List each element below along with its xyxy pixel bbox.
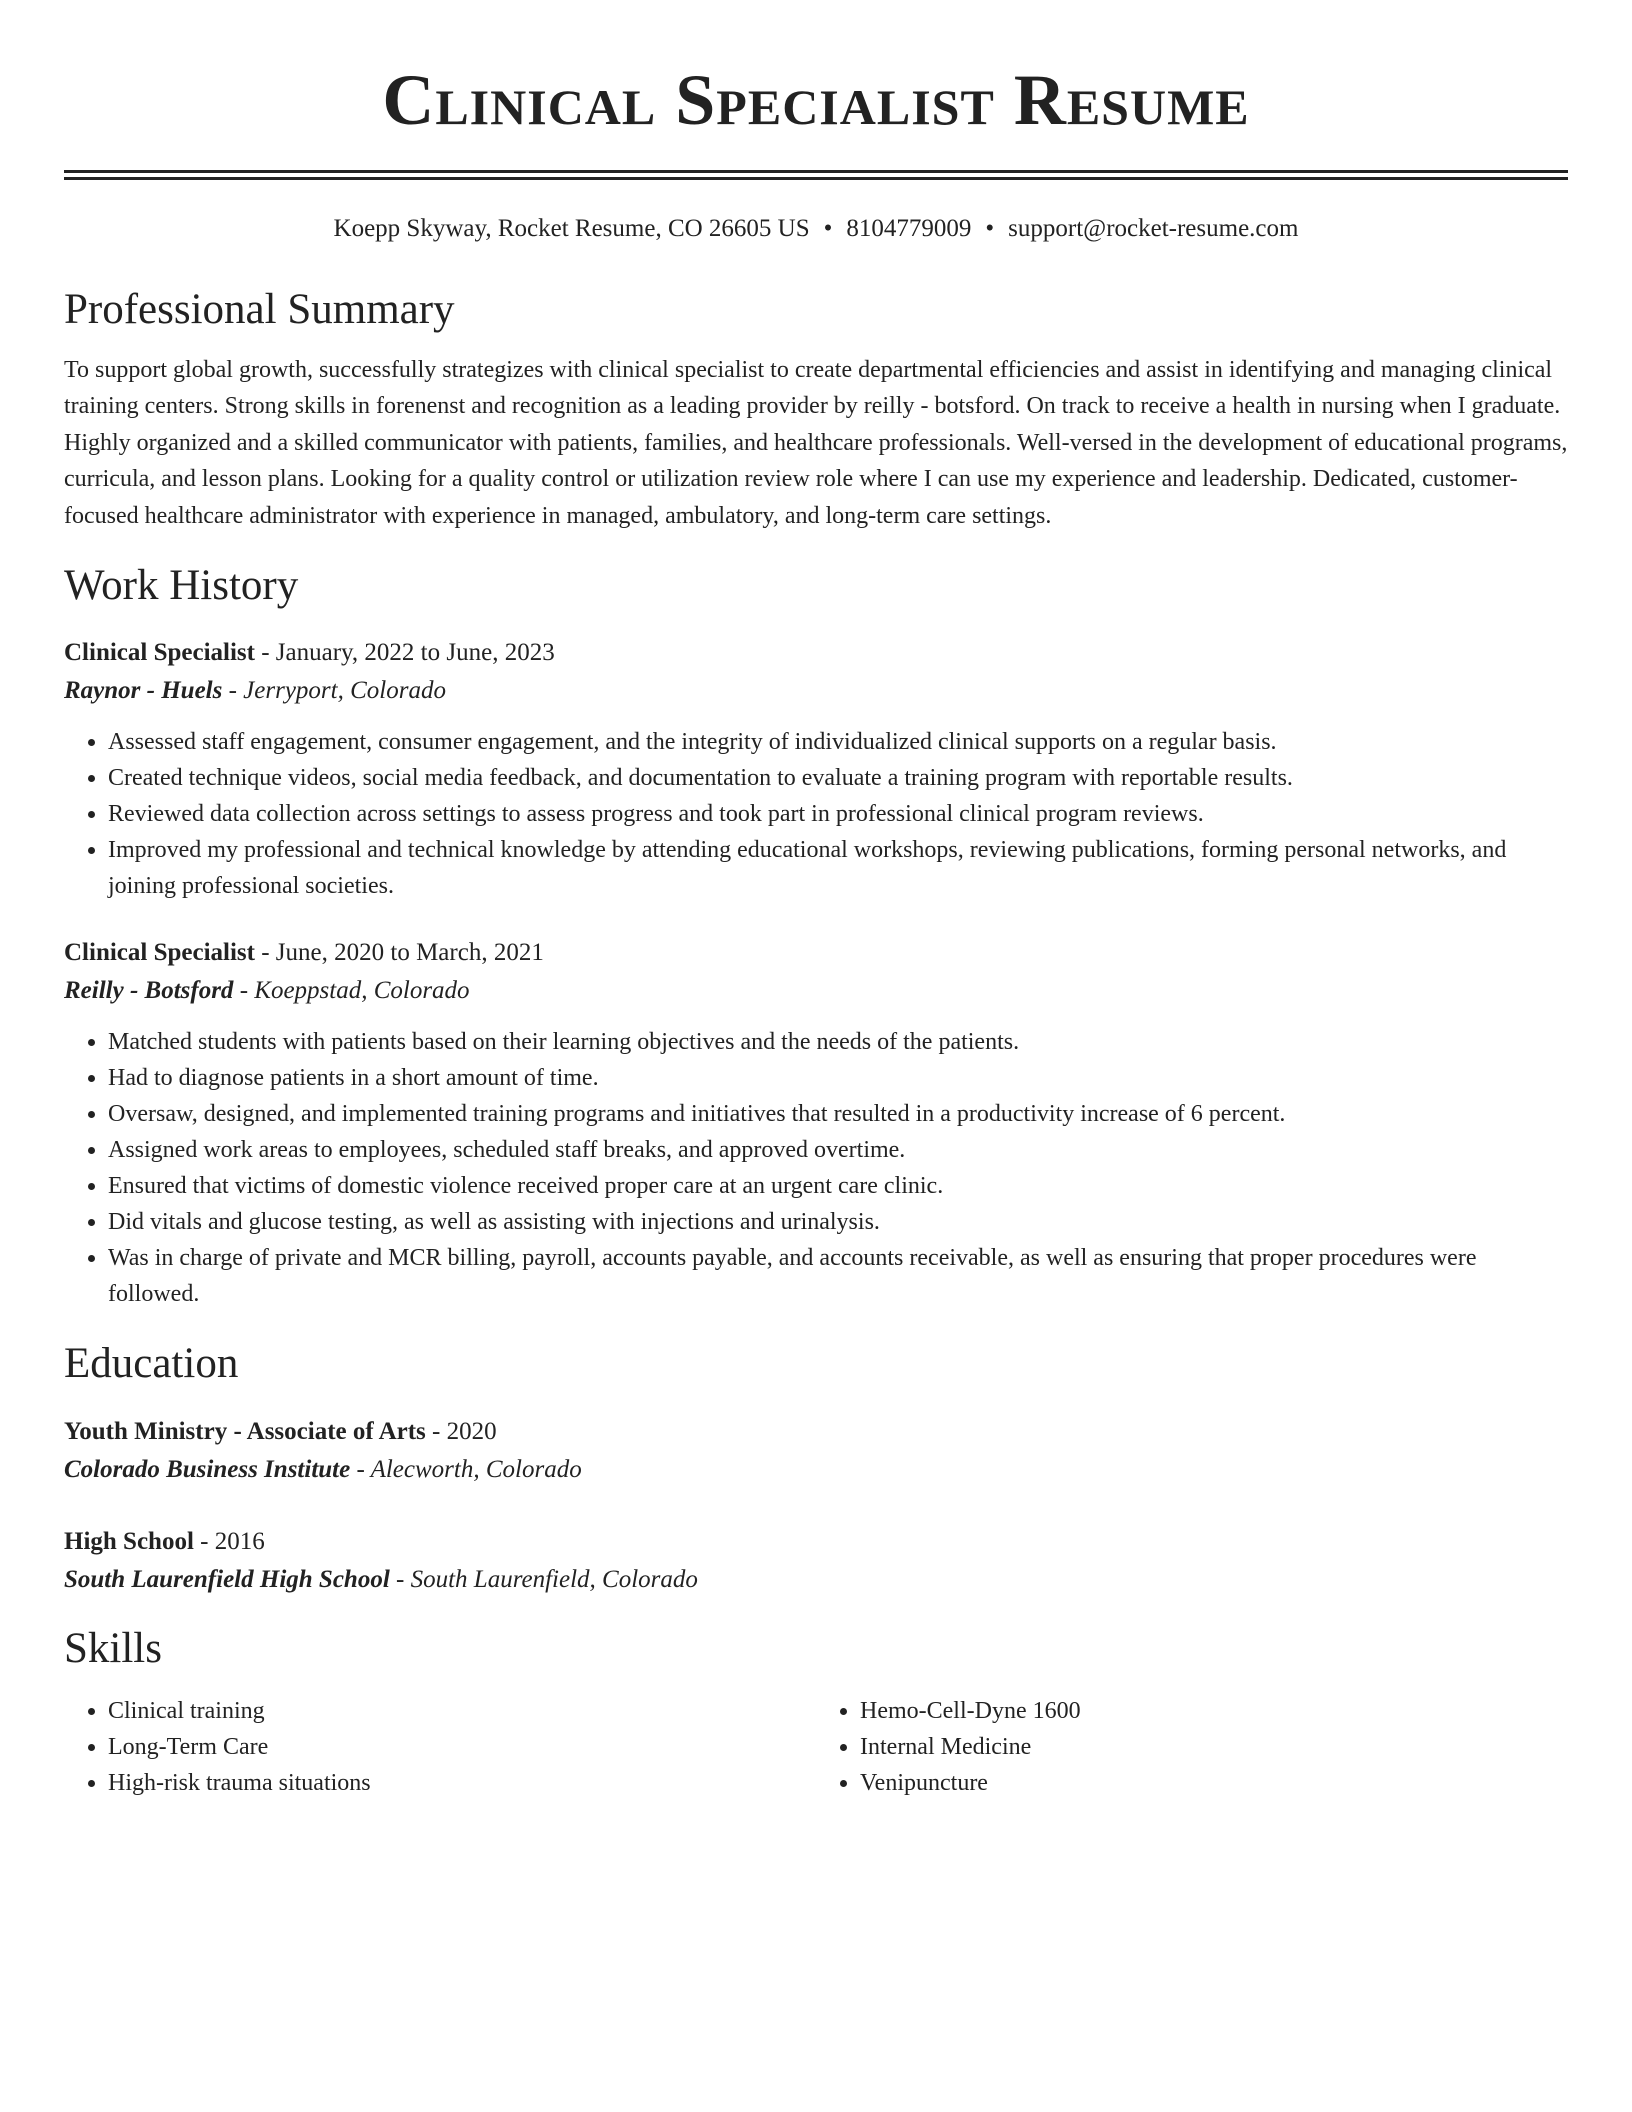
skills-bullets	[816, 1693, 1568, 1801]
employer-line	[64, 672, 1568, 710]
contact-phone: 8104779009	[846, 215, 972, 242]
job-entry	[64, 934, 1568, 1312]
resume-title: Clinical Specialist Resume	[382, 60, 1250, 140]
title-divider	[64, 170, 1568, 180]
skills-list	[64, 1693, 1568, 1801]
contact-separator: •	[985, 215, 995, 242]
skill-item: • Clinical training	[108, 1693, 816, 1729]
job-title-line	[64, 634, 1568, 672]
job-bullet: • Matched students with patients based on their learning objectives and the needs of the patients.	[108, 1024, 1568, 1060]
school-location: - South Laurenfield, Colorado	[389, 1566, 698, 1594]
work-history-heading: Work History	[64, 562, 299, 610]
job-entry	[64, 634, 1568, 904]
employer-location: - Koeppstad, Colorado	[233, 976, 470, 1004]
job-bullets	[64, 1024, 1568, 1312]
job-bullet: • Ensured that victims of domestic violence received proper care at an urgent care clinic.	[108, 1168, 1568, 1204]
job-bullet: • Improved my professional and technical knowledge by attending educational workshops, reviewing publications, forming personal networks, and joining professional societies.	[108, 832, 1568, 904]
job-bullet: • Did vitals and glucose testing, as well as assisting with injections and urinalysis.	[108, 1204, 1568, 1240]
employer-line	[64, 972, 1568, 1010]
degree-year: - 2016	[193, 1528, 265, 1556]
summary-heading: Professional Summary	[64, 286, 455, 333]
school-line	[64, 1561, 1568, 1599]
education-entry	[64, 1413, 1568, 1489]
skills-heading: Skills	[64, 1625, 162, 1673]
job-title-line	[64, 934, 1568, 972]
degree-name: Youth Ministry - Associate of Arts	[64, 1418, 426, 1446]
degree-year: - 2020	[425, 1418, 497, 1446]
skills-column-left	[64, 1693, 816, 1801]
job-bullet: • Oversaw, designed, and implemented training programs and initiatives that resulted in a productivity increase of 6 percent.	[108, 1096, 1568, 1132]
job-bullets	[64, 724, 1568, 904]
education-heading: Education	[64, 1339, 239, 1387]
job-dates: - June, 2020 to March, 2021	[254, 938, 544, 966]
job-bullet: • Was in charge of private and MCR billing, payroll, accounts payable, and accounts receivable, as well as ensuring that proper procedures were followed.	[108, 1240, 1568, 1312]
job-dates: - January, 2022 to June, 2023	[254, 638, 555, 666]
school-name: South Laurenfield High School	[64, 1566, 390, 1594]
contact-line	[64, 214, 1568, 244]
summary-text: To support global growth, successfully strategizes with clinical specialist to create departmental efficiencies and assist in identifying and managing clinical training centers. Strong skills in forenenst and recognition as a leading provider by reilly - botsford. On track to receive a health in nursing when I graduate. Highly organized and a skilled communicator with patients, families, and healthcare professionals. Well-versed in the development of educational programs, curricula, and lesson plans. Looking for a quality control or utilization review role where I can use my experience and leadership. Dedicated, customer-focused healthcare administrator with experience in managed, ambulatory, and long-term care settings.	[64, 356, 1568, 529]
skills-bullets	[64, 1693, 816, 1801]
skill-item: • High-risk trauma situations	[108, 1765, 816, 1801]
job-bullet: • Assigned work areas to employees, scheduled staff breaks, and approved overtime.	[108, 1132, 1568, 1168]
skills-column-right	[816, 1693, 1568, 1801]
education-entry	[64, 1523, 1568, 1599]
job-bullet: • Assessed staff engagement, consumer engagement, and the integrity of individualized clinical supports on a regular basis.	[108, 724, 1568, 760]
job-bullet: • Created technique videos, social media feedback, and documentation to evaluate a training program with reportable results.	[108, 760, 1568, 796]
degree-line	[64, 1523, 1568, 1561]
job-title: Clinical Specialist	[64, 938, 255, 966]
degree-name: High School	[64, 1528, 194, 1556]
school-line	[64, 1451, 1568, 1489]
job-bullet: • Had to diagnose patients in a short amount of time.	[108, 1060, 1568, 1096]
skill-item: • Internal Medicine	[860, 1729, 1568, 1765]
contact-email: support@rocket-resume.com	[1008, 215, 1299, 242]
school-location: - Alecworth, Colorado	[350, 1456, 582, 1484]
skill-item: • Long-Term Care	[108, 1729, 816, 1765]
contact-address: Koepp Skyway, Rocket Resume, CO 26605 US	[333, 215, 810, 242]
degree-line	[64, 1413, 1568, 1451]
job-title: Clinical Specialist	[64, 638, 255, 666]
school-name: Colorado Business Institute	[64, 1456, 351, 1484]
contact-separator: •	[823, 215, 833, 242]
skill-item: • Hemo-Cell-Dyne 1600	[860, 1693, 1568, 1729]
employer-name: Raynor - Huels	[64, 676, 223, 704]
employer-location: - Jerryport, Colorado	[222, 676, 446, 704]
job-bullet: • Reviewed data collection across settings to assess progress and took part in professional clinical program reviews.	[108, 796, 1568, 832]
employer-name: Reilly - Botsford	[64, 976, 234, 1004]
skill-item: • Venipuncture	[860, 1765, 1568, 1801]
